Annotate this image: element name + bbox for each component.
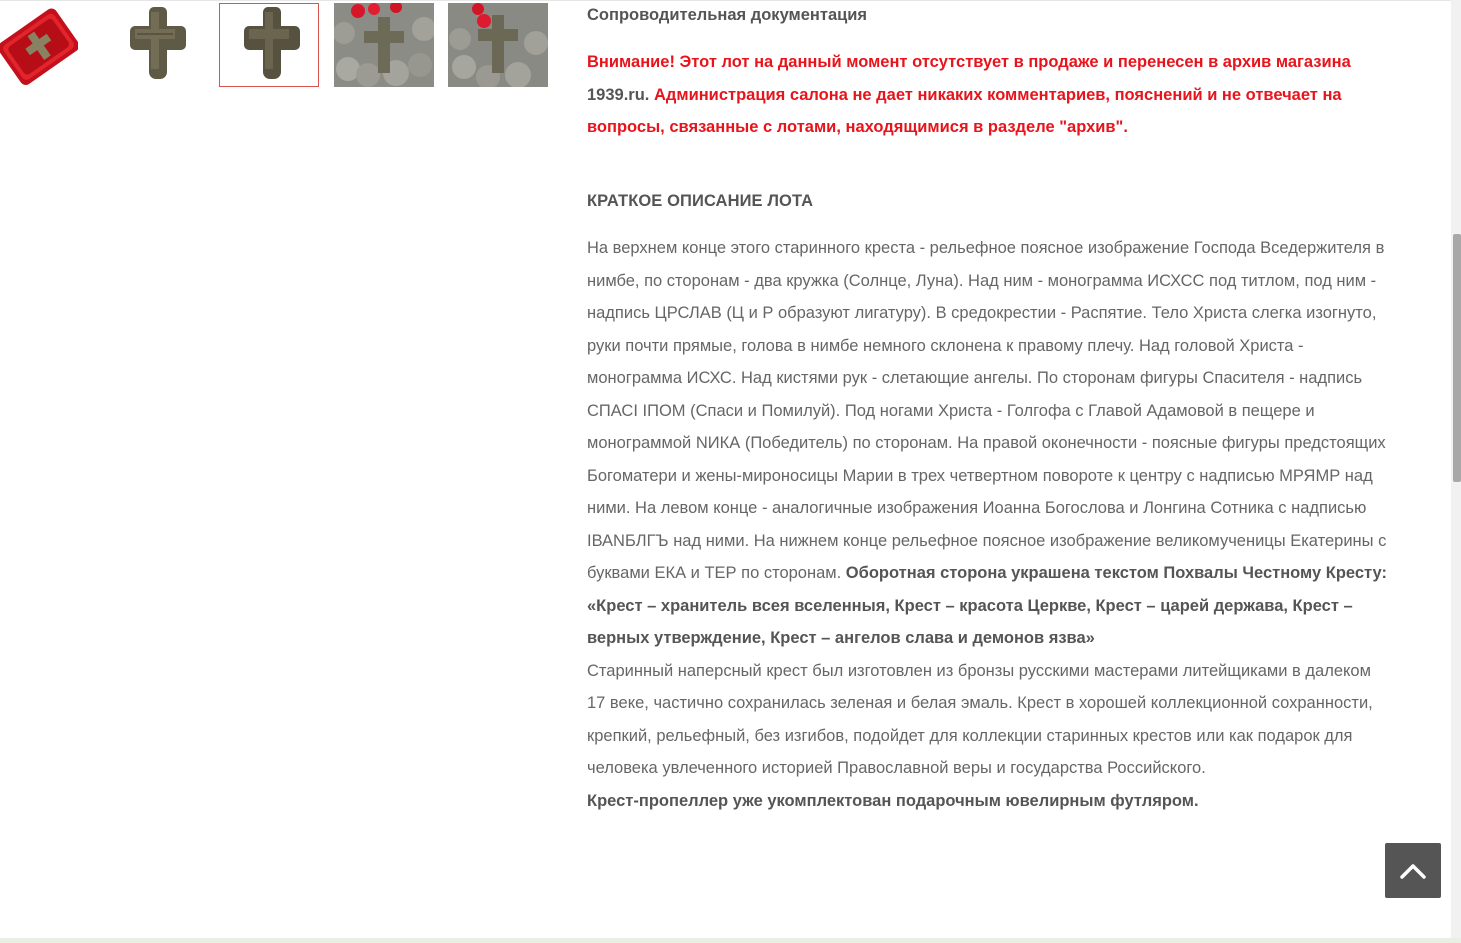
thumbnail-3[interactable] [219, 3, 319, 87]
cross-with-beads-image-1 [334, 3, 434, 87]
description-bold-1: Оборотная сторона украшена текстом Похвалы Честному Кресту: «Крест – хранитель всея вселенныя, Крест – красота Церкве, Крест – царей держава, Крест – верных утверждение, Крест – ангелов слава и демонов язва» [587, 564, 1388, 647]
warning-text-2: Администрация салона не дает никаких комментариев, пояснений и не отвечает на вопросы, связанные с лотами, находящимися в разделе "архив". [587, 85, 1342, 136]
site-name: 1939.ru. [587, 85, 650, 104]
cross-front-image [105, 3, 205, 87]
thumbnail-1[interactable] [0, 3, 90, 87]
scrollbar-thumb[interactable] [1453, 234, 1461, 482]
description-paragraph-1 [587, 232, 1387, 655]
thumbnail-5[interactable] [448, 3, 548, 87]
warning-text-1: Внимание! Этот лот на данный момент отсутствует в продаже и перенесен в архив магазина [587, 53, 1351, 71]
footer-strip [0, 938, 1461, 943]
description-paragraph-3 [587, 785, 1387, 818]
thumbnail-2[interactable] [105, 3, 205, 87]
back-to-top-button[interactable] [1385, 843, 1441, 898]
description-paragraph-2: Старинный наперсный крест был изготовлен из бронзы русскими мастерами литейщиками в далеком 17 веке, частично сохранилась зеленая и белая эмаль. Крест в хорошей коллекционной сохранности, крепкий, рельефный, без изгибов, подойдет для коллекции старинных крестов или как подарок для человека увлеченного историей Православной веры и государства Российского. [587, 661, 1373, 777]
lot-description [587, 232, 1387, 817]
cross-back-image [220, 4, 318, 86]
top-divider [0, 0, 1461, 1]
thumbnail-4[interactable] [334, 3, 434, 87]
cross-in-red-case-image [0, 3, 90, 87]
documentation-title: Сопроводительная документация [587, 6, 868, 24]
archive-warning [587, 46, 1387, 144]
chevron-up-icon [1399, 862, 1427, 880]
cross-with-beads-image-2 [448, 3, 548, 87]
thumbnail-gallery [0, 3, 560, 89]
description-text-1: На верхнем конце этого старинного креста - рельефное поясное изображение Господа Вседержителя в нимбе, по сторонам - два кружка (Солнце, Луна). Над ним - монограмма ИСХСС под титлом, под ним - надпись ЦРСЛАВ (Ц и Р образуют лигатуру). В средокрестии - Распятие. Тело Христа слегка изогнуто, руки почти прямые, голова в нимбе немного склонена к правому плечу. Над головой Христа - монограмма ИСХС. Над кистями рук - слетающие ангелы. По сторонам фигуры Спасителя - надпись СПАСI IПОМ (Спаси и Помилуй). Под ногами Христа - Голгофа с Главой Адамовой в пещере и монограммой NИКА (Победитель) по сторонам. На правой оконечности - поясные фигуры предстоящих Богоматери и жены-мироносицы Марии в трех четвертном повороте к центру с надписью МРЯМР над ними. На левом конце - аналогичные изображения Иоанна Богослова и Лонгина Сотника с надписью IВАNБЛГЪ над ними. На нижнем конце рельефное поясное изображение великомученицы Екатерины с буквами ЕКА и ТЕР по сторонам. [587, 239, 1387, 582]
section-title: КРАТКОЕ ОПИСАНИЕ ЛОТА [587, 192, 814, 210]
description-bold-2: Крест-пропеллер уже укомплектован подарочным ювелирным футляром. [587, 791, 1199, 810]
